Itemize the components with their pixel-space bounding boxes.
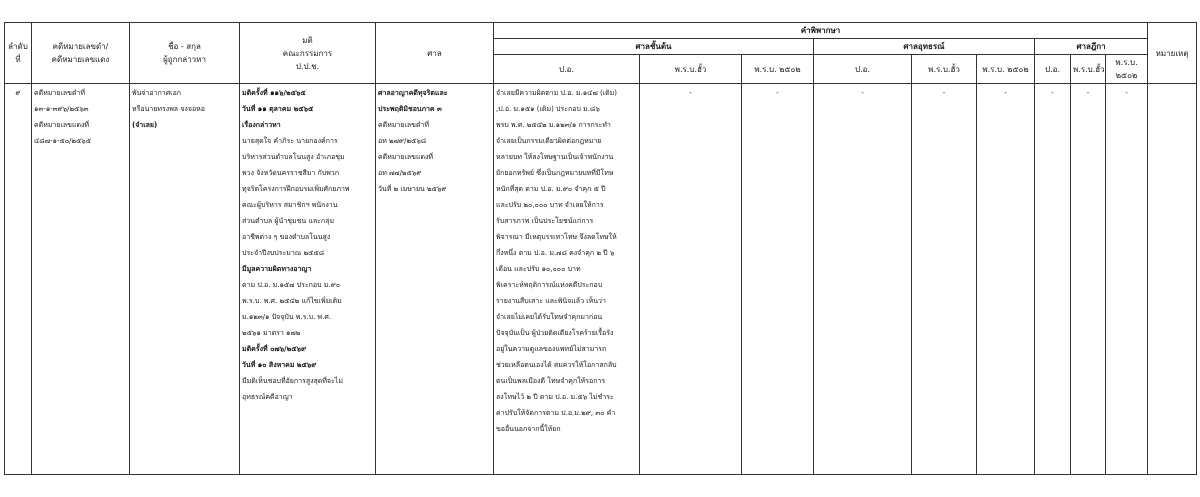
header-appeal-hua: พ.ร.บ.ฮั้ว bbox=[912, 55, 977, 84]
cell-first-po: จำเลยมีความผิดตาม ป.อ. ม.๑๔๗ (เดิม) ,ป.อ. ม.๑๕๑ (เดิม) ประกอบ ม.๘๖ พรบ พ.ศ. ๒๕๔๒ ม.๑๒๓/๑ การกระทำ จำเลยเป็นกรรมเดียวผิดต่อกฎหมาย หลายบท ให้ลงโทษฐานเป็นเจ้าพนักงาน ยักยอกทรัพย์ ซึ่งเป็นกฎหมายบทที่มีโทษ หนักที่สุด ตาม ป.อ. ม.๙๐ จำคุก ๕ ปี และปรับ ๒๐,๐๐๐ บาท จำเลยให้การ รับสารภาพ เป็นประโยชน์แก่การ พิจารณา มีเหตุบรรเทาโทษ จึงลดโทษให้ กึ่งหนึ่ง ตาม ป.อ. ม.๗๘ คงจำคุก ๒ ปี ๖ เดือน และปรับ ๑๐,๐๐๐ บาท พิเคราะห์พฤติการณ์แห่งคดีประกอบ รายงานสืบเสาะ และพินิจแล้ว เห็นว่า จำเลยไม่เคยได้รับโทษจำคุกมาก่อน ปัจจุบันเป็น ผู้ป่วยติดเตียงโรคร้ายเรื้อรัง อยู่ในความดูแลของแพทย์ไม่สามารถ ช่วยเหลือตนเองได้ สมควรให้โอกาสกลับ ตนเป็นพลเมืองดี โทษจำคุกให้รอการ ลงโทษไว้ ๒ ปี ตาม ป.อ. ม.๕๖ ไม่ชำระ ค่าปรับให้จัดการตาม ป.อ.ม.๒๙, ๓๐ คำ ขออื่นนอกจากนี้ให้ยก bbox=[494, 84, 640, 475]
cell-court: ศาลอาญาคดีทุจริตและ ประพฤติมิชอบภาค ๓ คดีหมายเลขดำที่ อท ๒๗๙/๒๕๖๘ คดีหมายเลขแดงที่ อท ๗๗/๒๕๖๙ วันที่ ๒ เมษายน ๒๕๖๙ bbox=[376, 84, 494, 475]
cell-supreme-2502: - bbox=[1106, 84, 1148, 475]
header-supreme-po: ป.อ. bbox=[1035, 55, 1071, 84]
cell-resolution: มติครั้งที่ ๑๑๖/๒๕๖๕ วันที่ ๑๑ ตุลาคม ๒๕๖๕ เรื่องกล่าวหา นายสุดใจ คำภิระ นายกองค์การ บริหารส่วนตำบลโนนสูง อำเภอชุม พวง จังหวัดนครราชสีมา กับพวก ทุจริตโครงการฝึกอบรมเพิ่มศักยภาพ คณะผู้บริหาร สมาชิกฯ พนักงาน ส่วนตำบล ผู้นำชุมชน และกลุ่ม อาชีพต่าง ๆ ของตำบลโนนสูง ประจำปีงบประมาณ ๒๕๕๘ มีมูลความผิดทางอาญา ตาม ป.อ. ม.๑๕๗ ประกอบ ม.๙๐ พ.ร.บ. พ.ศ. ๒๕๔๒ แก้ไขเพิ่มเติม ม.๑๒๓/๑ ปัจจุบัน พ.ร.บ. พ.ศ. ๒๕๖๑ มาตรา ๑๗๒ มติครั้งที่ ๐๗๖/๒๕๖๙ วันที่ ๑๐ สิงหาคม ๒๕๖๙ มีมติเห็นชอบที่อัยการสูงสุดที่จะไม่ อุทธรณ์คดีอาญา bbox=[240, 84, 376, 475]
cell-first-2502: - bbox=[742, 84, 814, 475]
cell-remark bbox=[1148, 84, 1197, 475]
header-first-po: ป.อ. bbox=[494, 55, 640, 84]
header-court-appeal: ศาลอุทธรณ์ bbox=[814, 39, 1035, 55]
cell-appeal-po: - bbox=[814, 84, 912, 475]
header-supreme-2502: พ.ร.บ. ๒๕๐๒ bbox=[1106, 55, 1148, 84]
cell-no: ๙ bbox=[5, 84, 32, 475]
cell-first-hua: - bbox=[640, 84, 742, 475]
cell-supreme-po: - bbox=[1035, 84, 1071, 475]
header-name: ชื่อ - สกุล ผู้ถูกกล่าวหา bbox=[130, 23, 240, 84]
header-resolution: มติ คณะกรรมการ ป.ป.ช. bbox=[240, 23, 376, 84]
cell-case-no: คดีหมายเลขดำที่ ๑๓-๑-๓๙๖/๒๕๖๓ คดีหมายเลขแดงที่ ๔๘๗-๑-๕๐/๒๕๖๕ bbox=[32, 84, 130, 475]
table-row bbox=[5, 84, 1197, 475]
cell-appeal-hua: - bbox=[912, 84, 977, 475]
cell-supreme-hua: - bbox=[1071, 84, 1106, 475]
cell-appeal-2502: - bbox=[977, 84, 1035, 475]
header-row-1 bbox=[5, 23, 1197, 39]
judgment-table bbox=[4, 22, 1197, 475]
header-judgment: คำพิพากษา bbox=[494, 23, 1148, 39]
header-supreme-hua: พ.ร.บ.ฮั้ว bbox=[1071, 55, 1106, 84]
header-first-hua: พ.ร.บ.ฮั้ว bbox=[640, 55, 742, 84]
header-remark: หมายเหตุ bbox=[1148, 23, 1197, 84]
header-appeal-po: ป.อ. bbox=[814, 55, 912, 84]
header-no: ลำดับที่ bbox=[5, 23, 32, 84]
header-court: ศาล bbox=[376, 23, 494, 84]
header-court-supreme: ศาลฎีกา bbox=[1035, 39, 1148, 55]
header-court-first: ศาลชั้นต้น bbox=[494, 39, 814, 55]
header-first-2502: พ.ร.บ. ๒๕๐๒ bbox=[742, 55, 814, 84]
cell-name: พันจ่าอากาศเอก หรือนายทรงพล จงจอหอ (จำเลย) bbox=[130, 84, 240, 475]
header-appeal-2502: พ.ร.บ. ๒๕๐๒ bbox=[977, 55, 1035, 84]
header-case-no: คดีหมายเลขดำ/ คดีหมายเลขแดง bbox=[32, 23, 130, 84]
